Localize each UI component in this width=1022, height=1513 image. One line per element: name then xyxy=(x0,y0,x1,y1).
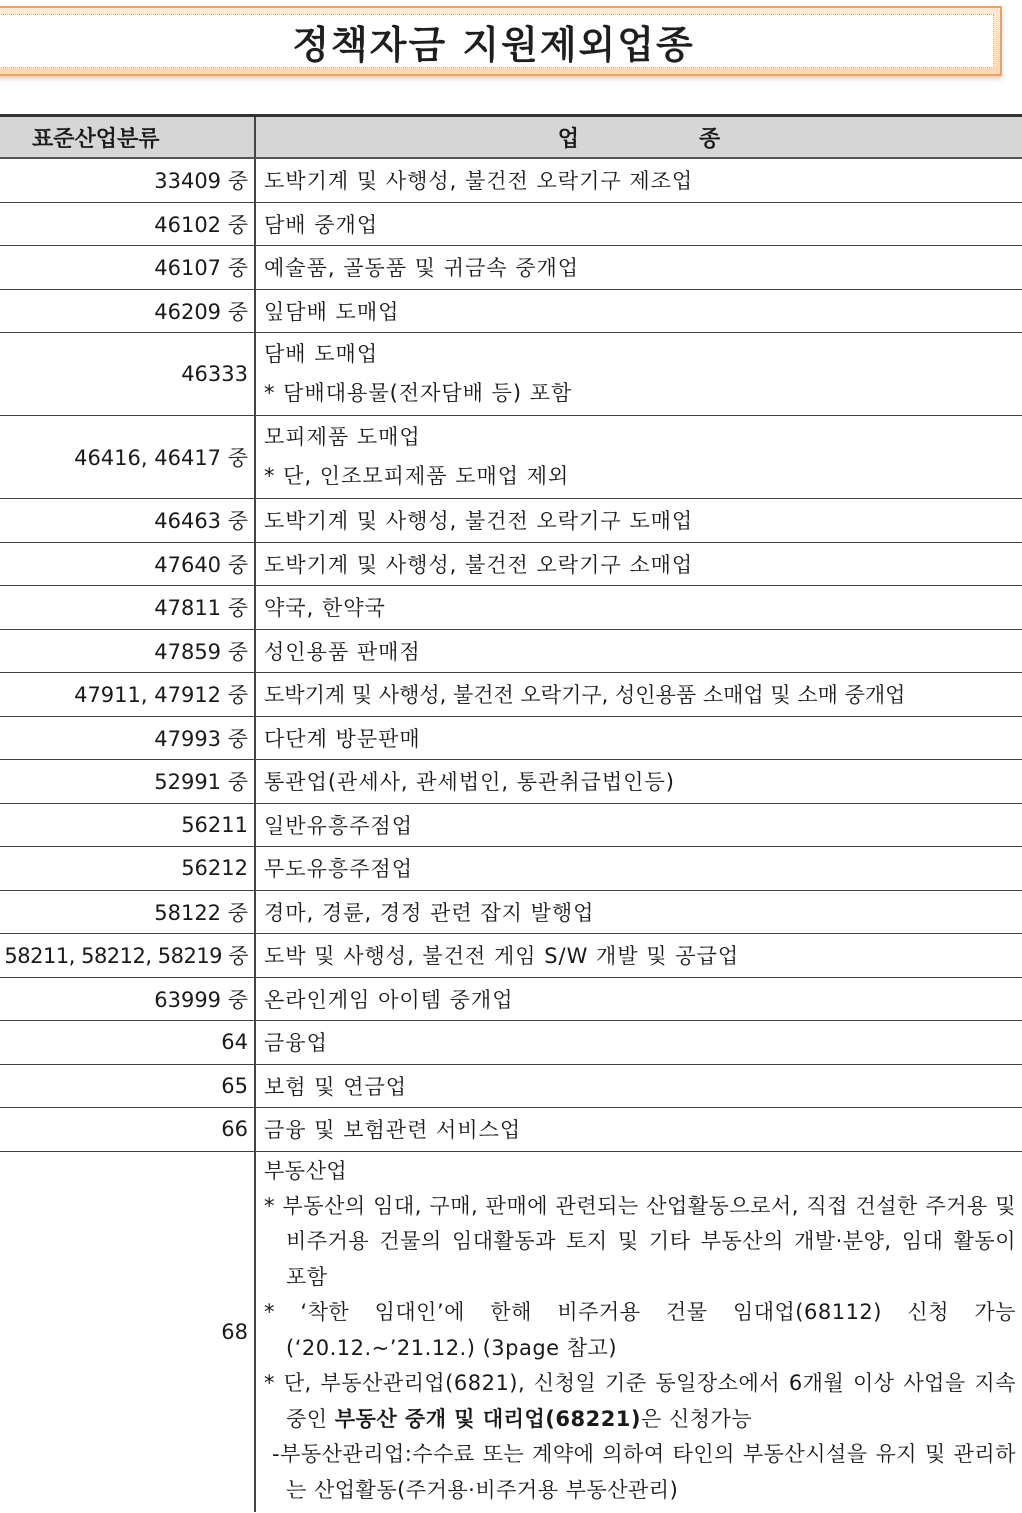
table-row xyxy=(0,246,1022,290)
row-industry-note: * 부동산의 임대, 구매, 판매에 관련되는 산업활동으로서, 직접 건설한 주거용 및 비주거용 건물의 임대활동과 토지 및 기타 부동산의 개발·분양, 임대 활동이 포함 xyxy=(264,1193,1016,1289)
table-row xyxy=(0,333,1022,416)
row-code: 47911, 47912 중 xyxy=(0,673,255,717)
row-code: 66 xyxy=(0,1108,255,1152)
row-industry: 예술품, 골동품 및 귀금속 중개업 xyxy=(255,246,1022,290)
row-code: 63999 중 xyxy=(0,977,255,1021)
row-code: 46333 xyxy=(0,333,255,416)
row-industry-main: 모피제품 도매업 xyxy=(264,425,421,449)
table-row xyxy=(0,934,1022,978)
table-row xyxy=(0,1021,1022,1065)
row-industry: 약국, 한약국 xyxy=(255,586,1022,630)
header-industry xyxy=(255,117,1022,158)
row-code: 47859 중 xyxy=(0,629,255,673)
table-row xyxy=(0,542,1022,586)
row-code: 52991 중 xyxy=(0,760,255,804)
row-industry: 도박기계 및 사행성, 불건전 오락기구 도매업 xyxy=(255,499,1022,543)
row-industry: 도박기계 및 사행성, 불건전 오락기구 소매업 xyxy=(255,542,1022,586)
row-industry: 금융 및 보험관련 서비스업 xyxy=(255,1108,1022,1152)
title-inner-frame xyxy=(0,14,994,68)
title-banner xyxy=(0,6,1002,76)
row-industry: 성인용품 판매점 xyxy=(255,629,1022,673)
table-row xyxy=(0,1108,1022,1152)
row-code: 47811 중 xyxy=(0,586,255,630)
table-row xyxy=(0,673,1022,717)
note-bold-text: 부동산 중개 및 대리업(68221) xyxy=(334,1406,642,1431)
row-code: 58211, 58212, 58219 중 xyxy=(0,934,255,978)
row-industry xyxy=(255,1151,1022,1512)
row-industry: 다단계 방문판매 xyxy=(255,716,1022,760)
row-industry: 담배 중개업 xyxy=(255,202,1022,246)
table-row xyxy=(0,716,1022,760)
row-industry-note: * 담배대용물(전자담배 등) 포함 xyxy=(264,381,573,405)
table-row xyxy=(0,847,1022,891)
table-row xyxy=(0,416,1022,499)
row-code: 46416, 46417 중 xyxy=(0,416,255,499)
row-industry-note: -부동산관리업:수수료 또는 계약에 의하여 타인의 부동산시설을 유지 및 관리하는 산업활동(주거용·비주거용 부동산관리) xyxy=(272,1442,1016,1502)
table-row xyxy=(0,499,1022,543)
row-industry-note: * ‘착한 임대인’에 한해 비주거용 건물 임대업(68112) 신청 가능 (‘20.12.~’21.12.) (3page 참고) xyxy=(264,1300,1016,1360)
row-code: 56212 xyxy=(0,847,255,891)
table-header-row xyxy=(0,117,1022,158)
exclusion-table xyxy=(0,114,1022,1512)
table-row-real-estate xyxy=(0,1151,1022,1512)
table-row xyxy=(0,158,1022,202)
row-industry xyxy=(255,333,1022,416)
table-row xyxy=(0,890,1022,934)
row-industry-main: 부동산업 xyxy=(264,1158,348,1183)
table-row xyxy=(0,289,1022,333)
row-industry: 금융업 xyxy=(255,1021,1022,1065)
row-industry: 잎담배 도매업 xyxy=(255,289,1022,333)
row-code: 68 xyxy=(0,1151,255,1512)
table-row xyxy=(0,760,1022,804)
note-text: 은 신청가능 xyxy=(641,1406,753,1431)
table-row xyxy=(0,629,1022,673)
row-code: 46463 중 xyxy=(0,499,255,543)
row-industry: 도박기계 및 사행성, 불건전 오락기구 제조업 xyxy=(255,158,1022,202)
header-industry-1: 업 xyxy=(557,126,579,152)
row-code: 65 xyxy=(0,1064,255,1108)
note-text: * 단, 부동산관리업(6821), 신청일 기준 동일장소에서 6개월 이상 사업을 지속 중인 xyxy=(264,1371,1016,1431)
row-industry-note: * 단, 인조모피제품 도매업 제외 xyxy=(264,464,570,488)
table-row xyxy=(0,803,1022,847)
row-industry-note xyxy=(264,1366,1022,1437)
row-industry: 일반유흥주점업 xyxy=(255,803,1022,847)
table-row xyxy=(0,1064,1022,1108)
row-code: 64 xyxy=(0,1021,255,1065)
row-code: 46102 중 xyxy=(0,202,255,246)
row-code: 47993 중 xyxy=(0,716,255,760)
row-industry: 경마, 경륜, 경정 관련 잡지 발행업 xyxy=(255,890,1022,934)
row-industry: 통관업(관세사, 관세법인, 통관취급법인등) xyxy=(255,760,1022,804)
row-code: 47640 중 xyxy=(0,542,255,586)
row-industry-main: 담배 도매업 xyxy=(264,342,379,366)
row-industry: 보험 및 연금업 xyxy=(255,1064,1022,1108)
row-code: 46209 중 xyxy=(0,289,255,333)
industry-table xyxy=(0,117,1022,1512)
page-title: 정책자금 지원제외업종 xyxy=(292,22,695,67)
row-industry xyxy=(255,416,1022,499)
row-industry: 온라인게임 아이템 중개업 xyxy=(255,977,1022,1021)
table-row xyxy=(0,586,1022,630)
header-industry-2: 종 xyxy=(699,126,721,152)
row-industry: 도박 및 사행성, 불건전 게임 S/W 개발 및 공급업 xyxy=(255,934,1022,978)
header-code: 표준산업분류 xyxy=(0,117,255,158)
row-code: 46107 중 xyxy=(0,246,255,290)
row-industry: 무도유흥주점업 xyxy=(255,847,1022,891)
table-row xyxy=(0,977,1022,1021)
row-code: 33409 중 xyxy=(0,158,255,202)
table-row xyxy=(0,202,1022,246)
row-code: 56211 xyxy=(0,803,255,847)
row-code: 58122 중 xyxy=(0,890,255,934)
row-industry: 도박기계 및 사행성, 불건전 오락기구, 성인용품 소매업 및 소매 중개업 xyxy=(255,673,1022,717)
